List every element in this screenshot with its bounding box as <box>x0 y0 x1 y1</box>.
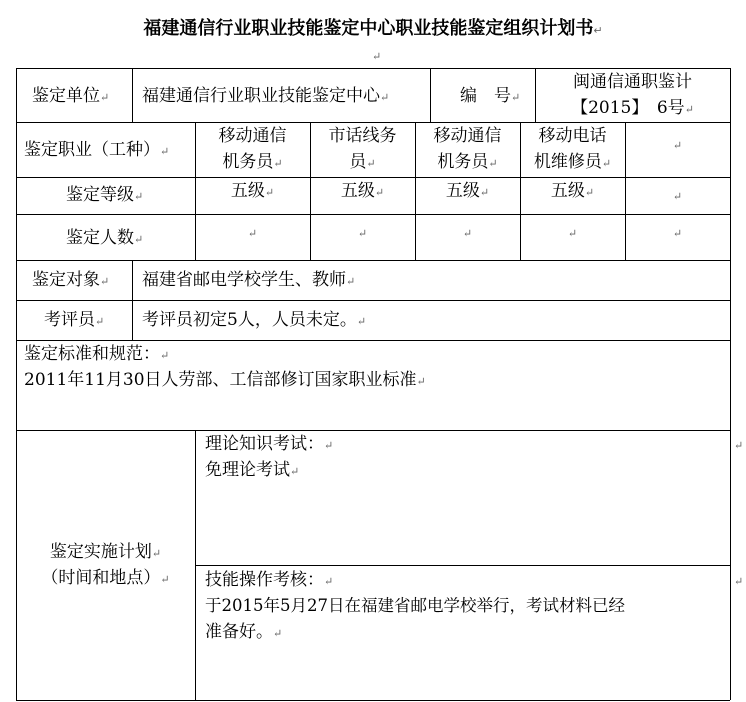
col-divider <box>132 68 133 122</box>
table-border-top <box>16 68 730 69</box>
row-divider <box>16 177 730 178</box>
title-text: 福建通信行业职业技能鉴定中心职业技能鉴定组织计划书 <box>143 18 594 39</box>
plan-subdivider <box>195 565 730 566</box>
table-border-bottom <box>16 700 730 701</box>
level-2: 五级↵ <box>340 181 385 201</box>
col-divider <box>132 260 133 340</box>
count-3-empty: ↵ <box>462 227 473 240</box>
examiner-value: 考评员初定5人，人员未定。↵ <box>142 310 367 330</box>
count-label: 鉴定人数↵ <box>66 228 144 248</box>
count-2-empty: ↵ <box>357 227 368 240</box>
theory-value: 免理论考试↵ <box>205 460 300 480</box>
theory-label: 理论知识考试：↵ <box>205 434 334 454</box>
level-label: 鉴定等级↵ <box>66 185 144 205</box>
examiner-label: 考评员↵ <box>44 310 105 330</box>
unit-value: 福建通信行业职业技能鉴定中心↵ <box>142 86 390 106</box>
target-value: 福建省邮电学校学生、教师↵ <box>142 270 356 290</box>
count-1-empty: ↵ <box>247 227 258 240</box>
paragraph-mark: ↵ <box>372 50 382 63</box>
level-3: 五级↵ <box>445 181 490 201</box>
serial-label: 编 号↵ <box>460 86 521 106</box>
occupation-2-line1: 市话线务 <box>328 126 397 146</box>
row-divider <box>16 300 730 301</box>
document-title <box>0 14 746 40</box>
skill-row-end-mark: ↵ <box>734 575 744 588</box>
level-5-empty: ↵ <box>672 190 683 203</box>
row-divider <box>16 340 730 341</box>
count-4-empty: ↵ <box>567 227 578 240</box>
occupation-1-line1: 移动通信 <box>218 126 287 146</box>
occupation-3-line2: 机务员↵ <box>437 152 498 172</box>
level-4: 五级↵ <box>550 181 595 201</box>
paragraph-mark: ↵ <box>593 24 603 37</box>
occupation-5-empty: ↵ <box>672 139 683 152</box>
row-divider <box>16 430 730 431</box>
occupation-4-line2: 机维修员↵ <box>533 152 612 172</box>
plan-label-line2: （时间和地点）↵ <box>41 568 170 588</box>
col-divider <box>430 68 431 122</box>
standard-label: 鉴定标准和规范：↵ <box>24 344 170 364</box>
theory-row-end-mark: ↵ <box>734 439 744 452</box>
level-1: 五级↵ <box>230 181 275 201</box>
table-border-right <box>730 68 731 700</box>
skill-value-line1: 于2015年5月27日在福建省邮电学校举行，考试材料已经 <box>205 596 625 615</box>
target-label: 鉴定对象↵ <box>32 270 110 290</box>
occupation-label: 鉴定职业（工种）↵ <box>24 140 170 160</box>
standard-value: 2011年11月30日人劳部、工信部修订国家职业标准↵ <box>24 370 426 390</box>
count-5-empty: ↵ <box>672 227 683 240</box>
serial-value-line1: 闽通信通职鉴计 <box>573 72 692 92</box>
serial-value-line2: 【2015】 6号↵ <box>571 98 694 118</box>
row-divider <box>16 260 730 261</box>
row-divider <box>16 122 730 123</box>
skill-label: 技能操作考核：↵ <box>205 570 334 590</box>
row-divider <box>16 214 730 215</box>
occupation-1-line2: 机务员↵ <box>222 152 283 172</box>
occupation-2-line2: 员↵ <box>349 152 376 172</box>
table-border-left <box>16 68 17 700</box>
skill-value-line2: 准备好。↵ <box>205 622 283 642</box>
occupation-4-line1: 移动电话 <box>538 126 607 146</box>
occupation-3-line1: 移动通信 <box>433 126 502 146</box>
plan-label-line1: 鉴定实施计划↵ <box>49 542 162 562</box>
unit-label: 鉴定单位↵ <box>32 86 110 106</box>
col-divider <box>195 430 196 700</box>
